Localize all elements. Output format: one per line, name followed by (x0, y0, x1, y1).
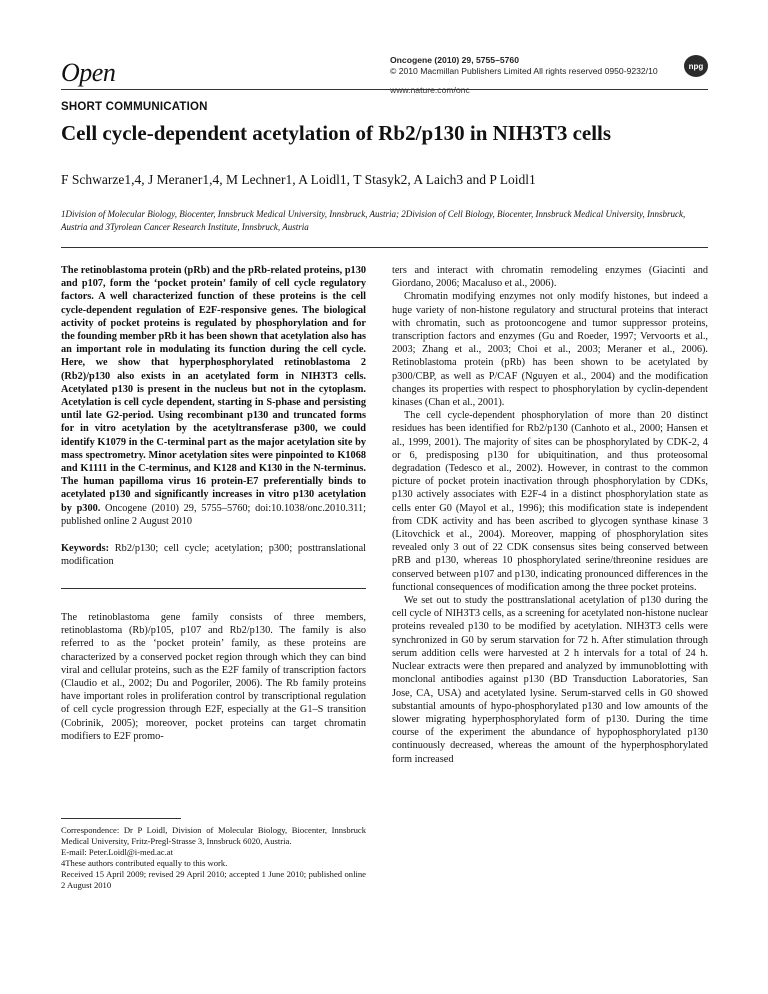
body-paragraph: The retinoblastoma gene family consists of three members, retinoblastoma (Rb)/p105, p107 and Rb2/p130. The family is also referred to as the ‘pocket protein’ family, as these proteins are characterized by a conserved pocket region through which they can bind viral and cellular proteins, such as the E2F family of transcription factors (Claudio et al., 2002; Du and Pogoriler, 2006). The Rb family proteins have important roles in proliferation control by transcriptional regulation of cell cycle progression through E2F, especially at the G1–S transition (Cobrinik, 2005); moreover, pocket proteins can target chromatin modifiers to E2F promo- (61, 612, 366, 742)
footnote-divider (61, 818, 181, 819)
keywords-label: Keywords: (61, 543, 110, 555)
body-paragraph: We set out to study the posttranslational acetylation of p130 during the cell cycle of NIH3T3 cells, as a screening for acetylated non-histone nuclear proteins revealed p130 to be modified by acetylation. NIH3T3 cells were synchronized in G0 by serum starvation for 72 h. After stimulation through serum addition cells were harvested at 2 h intervals for a total of 24 h. Nuclear extracts were then prepared and analyzed by immunoblotting with monclonal antibodies against p130 (BD Transduction Laboratories, San Jose, CA, USA) and acetylated lysine. Serum-starved cells in G0 showed substantial amounts of hypo-phosphorylated p130 and low amounts of the slower migrating hyperphosphorylated form of p130. During the time course of the experiment the abundance of hypophosphorylated p130 continuously decreased, whereas the amount of the hyperphosphorylated form increased (392, 595, 708, 765)
correspondence: Correspondence: Dr P Loidl, Division of Molecular Biology, Biocenter, Innsbruck Medical University, Fritz-Pregl-Strasse 3, Innsbruck 6020, Austria. (61, 825, 366, 846)
abstract-citation: Oncogene (2010) 29, 5755–5760; doi:10.1038/onc.2010.311; published online 2 August 2010 (61, 502, 367, 527)
article-title: Cell cycle-dependent acetylation of Rb2/p130 in NIH3T3 cells (61, 121, 612, 145)
equal-contribution-note: 4These authors contributed equally to this work. (61, 858, 228, 868)
header-divider (61, 89, 708, 90)
body-right (392, 264, 708, 766)
journal-url[interactable]: www.nature.com/onc (390, 85, 470, 95)
affiliations: 1Division of Molecular Biology, Biocenter, Innsbruck Medical University, Innsbruck, Austria; 2Division of Cell Biology, Biocenter, Innsbruck Medical University, Innsbruck, Austria and 3Tyrolean Cancer Research Institute, Innsbruck, Austria (61, 209, 686, 232)
journal-citation: Oncogene (2010) 29, 5755–5760 (390, 55, 519, 65)
open-access-logo: Open (61, 58, 116, 87)
abstract-text: The retinoblastoma protein (pRb) and the pRb-related proteins, p130 and p107, form the ‘pocket protein’ family of cell cycle regulatory factors. A well characterized function of these proteins is the cell cycle-dependent regulation of E2F-responsive genes. The biological activity of pocket proteins is regulated by phosphorylation and for the founding member pRb it has been shown that acetylation also has an important role in modulating its function during the cell cycle. Here, we show that hyperphosphorylated retinoblastoma 2 (Rb2)/p130 also exists in an acetylated form in NIH3T3 cells. Acetylated p130 is present in the nucleus but not in the cytoplasm. Acetylation is cell cycle dependent, starting in S-phase and persisting until late G2-period. Using recombinant p130 and truncated forms for in vitro acetylation by the acetyltransferase p300, we could identify K1079 in the C-terminal part as the major acetylation site by mass spectrometry. Minor acetylation sites were pinpointed to K1068 and K1111 in the C-terminus, and K128 and K130 in the N-terminus. The human papilloma virus 16 protein-E7 preferentially binds to acetylated p130 and significantly increases in vitro p130 acetylation by p300. (61, 265, 366, 514)
npg-logo: npg (684, 55, 708, 77)
abstract (61, 264, 366, 528)
body-paragraph: Chromatin modifying enzymes not only modify histones, but indeed a huge variety of non-histone regulatory and structural proteins that interact with chromatin, such as protooncogene and tumor suppressor proteins, transcription factors and enzymes (Gu and Roeder, 1997; Vervoorts et al., 2003; Zhang et al., 2003; Choi et al., 2003; Meraner et al., 2006). Retinoblastoma protein (pRb) has been shown to be acetylated by p300/CBP, as well as P/CAF (Nguyen et al., 2004) and the modification changes its properties with respect to phosphorylation by cyclin-dependent kinases (Chan et al., 2001). (392, 291, 708, 409)
authors-text: F Schwarze1,4, J Meraner1,4, M Lechner1, A Loidl1, T Stasyk2, A Laich3 and P Loidl1 (61, 172, 536, 187)
copyright-line: © 2010 Macmillan Publishers Limited All rights reserved 0950-9232/10 (390, 66, 658, 76)
keywords (61, 542, 366, 568)
affiliation-divider (61, 247, 708, 248)
body-left (61, 611, 366, 743)
email[interactable]: E-mail: Peter.Loidl@i-med.ac.at (61, 847, 173, 857)
left-column-top (61, 264, 366, 568)
keywords-text: Rb2/p130; cell cycle; acetylation; p300; posttranslational modification (61, 543, 366, 568)
keywords-divider (61, 588, 366, 589)
article-type-label: SHORT COMMUNICATION (61, 101, 208, 113)
received-dates: Received 15 April 2009; revised 29 April 2010; accepted 1 June 2010; published online 2 August 2010 (61, 869, 366, 890)
author-list (61, 172, 536, 188)
body-paragraph: ters and interact with chromatin remodeling enzymes (Giacinti and Giordano, 2006; Macaluso et al., 2006). (392, 265, 708, 290)
footnote (61, 825, 366, 891)
body-paragraph: The cell cycle-dependent phosphorylation of more than 20 distinct residues has been identified for Rb2/p130 (Canhoto et al., 2000; Hansen et al., 1999, 2001). The majority of sites can be phosphorylated by CDK-2, 4 or 6, predisposing p130 for ubiquitination, and thus proteosomal degradation (Tedesco et al., 2002). However, in contrast to the common picture of pocket protein inactivation through phosphorylation by CDKs, p130 actively associates with E2F-4 in a distinct phosphorylation state as cells enter G0 (Mayol et al., 1996); this modification state is independent from CDK activity and has been ascribed to glycogen synthase kinase 3 (Litovchick et al., 2004). Moreover, mapping of phosphorylation sites revealed only 3 out of 22 CDK consensus sites being conserved between pRB and p130, whereas 10 phosphorylated serine/threonine residues are conserved between p107 and p130, indicating pronounced differences in the functional consequences of modification among the three pocket proteins. (392, 410, 708, 593)
